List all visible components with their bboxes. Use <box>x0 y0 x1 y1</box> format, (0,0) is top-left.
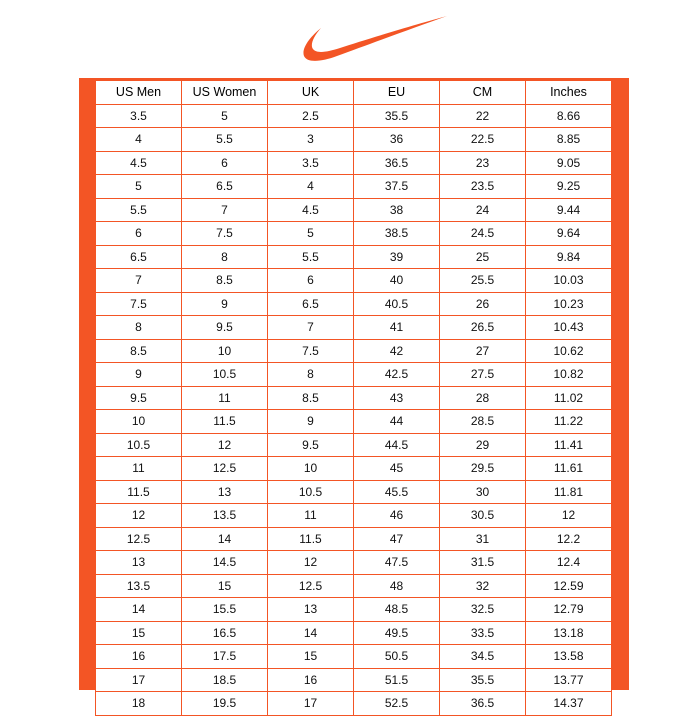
cell-us-men: 10.5 <box>96 433 182 457</box>
cell-uk: 6 <box>268 269 354 293</box>
cell-uk: 2.5 <box>268 104 354 128</box>
nike-swoosh-logo <box>300 14 448 62</box>
table-row <box>96 621 612 645</box>
cell-inches: 9.84 <box>526 245 612 269</box>
cell-uk: 9.5 <box>268 433 354 457</box>
cell-uk: 14 <box>268 621 354 645</box>
table-row <box>96 527 612 551</box>
cell-us-women: 13.5 <box>182 504 268 528</box>
cell-us-men: 5.5 <box>96 198 182 222</box>
table-row <box>96 339 612 363</box>
cell-eu: 48.5 <box>354 598 440 622</box>
table-row <box>96 316 612 340</box>
cell-us-women: 19.5 <box>182 692 268 716</box>
cell-inches: 10.03 <box>526 269 612 293</box>
cell-us-men: 8.5 <box>96 339 182 363</box>
cell-uk: 13 <box>268 598 354 622</box>
cell-us-men: 8 <box>96 316 182 340</box>
cell-eu: 48 <box>354 574 440 598</box>
cell-inches: 11.41 <box>526 433 612 457</box>
cell-us-women: 5 <box>182 104 268 128</box>
cell-uk: 8 <box>268 363 354 387</box>
cell-cm: 33.5 <box>440 621 526 645</box>
cell-cm: 35.5 <box>440 668 526 692</box>
cell-inches: 10.23 <box>526 292 612 316</box>
cell-us-women: 7 <box>182 198 268 222</box>
cell-us-men: 12 <box>96 504 182 528</box>
cell-uk: 11 <box>268 504 354 528</box>
cell-us-women: 5.5 <box>182 128 268 152</box>
cell-inches: 8.66 <box>526 104 612 128</box>
cell-inches: 11.02 <box>526 386 612 410</box>
table-row <box>96 457 612 481</box>
cell-eu: 36 <box>354 128 440 152</box>
table-row <box>96 128 612 152</box>
cell-us-men: 7.5 <box>96 292 182 316</box>
cell-uk: 4 <box>268 175 354 199</box>
cell-us-women: 12 <box>182 433 268 457</box>
column-header-inches: Inches <box>526 81 612 105</box>
cell-uk: 17 <box>268 692 354 716</box>
cell-us-men: 6.5 <box>96 245 182 269</box>
table-row <box>96 104 612 128</box>
swoosh-shape <box>303 16 447 61</box>
cell-inches: 9.05 <box>526 151 612 175</box>
cell-us-women: 9.5 <box>182 316 268 340</box>
cell-us-men: 3.5 <box>96 104 182 128</box>
cell-us-men: 5 <box>96 175 182 199</box>
table-row <box>96 504 612 528</box>
cell-us-men: 18 <box>96 692 182 716</box>
cell-uk: 4.5 <box>268 198 354 222</box>
cell-cm: 23 <box>440 151 526 175</box>
cell-eu: 52.5 <box>354 692 440 716</box>
cell-cm: 27.5 <box>440 363 526 387</box>
cell-cm: 28 <box>440 386 526 410</box>
cell-uk: 7 <box>268 316 354 340</box>
cell-eu: 39 <box>354 245 440 269</box>
header-row <box>96 81 612 105</box>
cell-inches: 10.82 <box>526 363 612 387</box>
cell-uk: 9 <box>268 410 354 434</box>
cell-us-women: 12.5 <box>182 457 268 481</box>
table-row <box>96 410 612 434</box>
cell-inches: 12.79 <box>526 598 612 622</box>
cell-us-women: 14 <box>182 527 268 551</box>
cell-eu: 44 <box>354 410 440 434</box>
cell-uk: 10.5 <box>268 480 354 504</box>
cell-us-men: 14 <box>96 598 182 622</box>
cell-cm: 29.5 <box>440 457 526 481</box>
cell-us-women: 10 <box>182 339 268 363</box>
cell-eu: 42.5 <box>354 363 440 387</box>
cell-cm: 30.5 <box>440 504 526 528</box>
cell-cm: 28.5 <box>440 410 526 434</box>
table-row <box>96 222 612 246</box>
table-row <box>96 645 612 669</box>
cell-cm: 26.5 <box>440 316 526 340</box>
cell-us-men: 9 <box>96 363 182 387</box>
cell-cm: 32.5 <box>440 598 526 622</box>
cell-uk: 12 <box>268 551 354 575</box>
cell-cm: 31 <box>440 527 526 551</box>
table-row <box>96 363 612 387</box>
cell-uk: 15 <box>268 645 354 669</box>
cell-inches: 9.25 <box>526 175 612 199</box>
table-row <box>96 292 612 316</box>
column-header-eu: EU <box>354 81 440 105</box>
cell-cm: 24 <box>440 198 526 222</box>
table-row <box>96 692 612 716</box>
table-row <box>96 198 612 222</box>
cell-us-men: 4.5 <box>96 151 182 175</box>
cell-us-men: 11 <box>96 457 182 481</box>
cell-us-men: 6 <box>96 222 182 246</box>
size-conversion-table <box>95 80 612 716</box>
cell-inches: 10.62 <box>526 339 612 363</box>
cell-cm: 27 <box>440 339 526 363</box>
cell-inches: 12.4 <box>526 551 612 575</box>
table-header <box>96 81 612 105</box>
table-row <box>96 245 612 269</box>
cell-inches: 11.81 <box>526 480 612 504</box>
cell-inches: 11.61 <box>526 457 612 481</box>
table-row <box>96 668 612 692</box>
cell-eu: 50.5 <box>354 645 440 669</box>
cell-cm: 22 <box>440 104 526 128</box>
cell-cm: 26 <box>440 292 526 316</box>
cell-us-women: 15 <box>182 574 268 598</box>
cell-uk: 3 <box>268 128 354 152</box>
cell-inches: 12.2 <box>526 527 612 551</box>
cell-cm: 32 <box>440 574 526 598</box>
cell-cm: 25 <box>440 245 526 269</box>
cell-us-men: 15 <box>96 621 182 645</box>
cell-us-men: 17 <box>96 668 182 692</box>
cell-eu: 38 <box>354 198 440 222</box>
cell-uk: 6.5 <box>268 292 354 316</box>
table-row <box>96 269 612 293</box>
cell-inches: 10.43 <box>526 316 612 340</box>
cell-cm: 25.5 <box>440 269 526 293</box>
cell-us-women: 8.5 <box>182 269 268 293</box>
cell-inches: 12.59 <box>526 574 612 598</box>
cell-eu: 36.5 <box>354 151 440 175</box>
cell-us-men: 10 <box>96 410 182 434</box>
cell-inches: 13.58 <box>526 645 612 669</box>
cell-eu: 42 <box>354 339 440 363</box>
cell-eu: 47.5 <box>354 551 440 575</box>
cell-us-women: 6 <box>182 151 268 175</box>
cell-eu: 46 <box>354 504 440 528</box>
column-header-cm: CM <box>440 81 526 105</box>
cell-cm: 22.5 <box>440 128 526 152</box>
column-header-us-men: US Men <box>96 81 182 105</box>
cell-us-women: 8 <box>182 245 268 269</box>
cell-inches: 13.77 <box>526 668 612 692</box>
cell-eu: 47 <box>354 527 440 551</box>
cell-us-women: 18.5 <box>182 668 268 692</box>
cell-us-women: 11 <box>182 386 268 410</box>
cell-inches: 9.44 <box>526 198 612 222</box>
cell-uk: 16 <box>268 668 354 692</box>
cell-inches: 13.18 <box>526 621 612 645</box>
cell-eu: 49.5 <box>354 621 440 645</box>
cell-cm: 31.5 <box>440 551 526 575</box>
cell-eu: 45.5 <box>354 480 440 504</box>
cell-eu: 40 <box>354 269 440 293</box>
cell-eu: 40.5 <box>354 292 440 316</box>
cell-eu: 45 <box>354 457 440 481</box>
cell-us-women: 14.5 <box>182 551 268 575</box>
cell-us-men: 13.5 <box>96 574 182 598</box>
cell-us-women: 13 <box>182 480 268 504</box>
cell-inches: 14.37 <box>526 692 612 716</box>
cell-us-men: 13 <box>96 551 182 575</box>
table-row <box>96 574 612 598</box>
cell-cm: 23.5 <box>440 175 526 199</box>
cell-uk: 12.5 <box>268 574 354 598</box>
cell-cm: 30 <box>440 480 526 504</box>
cell-us-women: 16.5 <box>182 621 268 645</box>
cell-eu: 41 <box>354 316 440 340</box>
cell-cm: 24.5 <box>440 222 526 246</box>
table-row <box>96 598 612 622</box>
cell-uk: 5 <box>268 222 354 246</box>
table-row <box>96 551 612 575</box>
cell-eu: 38.5 <box>354 222 440 246</box>
cell-us-women: 10.5 <box>182 363 268 387</box>
cell-uk: 8.5 <box>268 386 354 410</box>
cell-us-women: 9 <box>182 292 268 316</box>
cell-inches: 9.64 <box>526 222 612 246</box>
cell-us-men: 7 <box>96 269 182 293</box>
cell-us-women: 11.5 <box>182 410 268 434</box>
column-header-us-women: US Women <box>182 81 268 105</box>
cell-cm: 36.5 <box>440 692 526 716</box>
cell-uk: 7.5 <box>268 339 354 363</box>
table-row <box>96 386 612 410</box>
cell-us-men: 16 <box>96 645 182 669</box>
cell-us-men: 9.5 <box>96 386 182 410</box>
cell-uk: 3.5 <box>268 151 354 175</box>
cell-us-men: 11.5 <box>96 480 182 504</box>
cell-eu: 51.5 <box>354 668 440 692</box>
cell-us-women: 15.5 <box>182 598 268 622</box>
cell-us-men: 12.5 <box>96 527 182 551</box>
cell-eu: 35.5 <box>354 104 440 128</box>
cell-eu: 43 <box>354 386 440 410</box>
table-row <box>96 151 612 175</box>
cell-inches: 11.22 <box>526 410 612 434</box>
cell-inches: 12 <box>526 504 612 528</box>
cell-cm: 29 <box>440 433 526 457</box>
cell-uk: 5.5 <box>268 245 354 269</box>
table-row <box>96 175 612 199</box>
cell-inches: 8.85 <box>526 128 612 152</box>
cell-uk: 11.5 <box>268 527 354 551</box>
cell-eu: 37.5 <box>354 175 440 199</box>
column-header-uk: UK <box>268 81 354 105</box>
cell-cm: 34.5 <box>440 645 526 669</box>
table-row <box>96 480 612 504</box>
cell-us-men: 4 <box>96 128 182 152</box>
table-body <box>96 104 612 715</box>
cell-us-women: 7.5 <box>182 222 268 246</box>
cell-us-women: 17.5 <box>182 645 268 669</box>
cell-uk: 10 <box>268 457 354 481</box>
cell-us-women: 6.5 <box>182 175 268 199</box>
cell-eu: 44.5 <box>354 433 440 457</box>
table-row <box>96 433 612 457</box>
